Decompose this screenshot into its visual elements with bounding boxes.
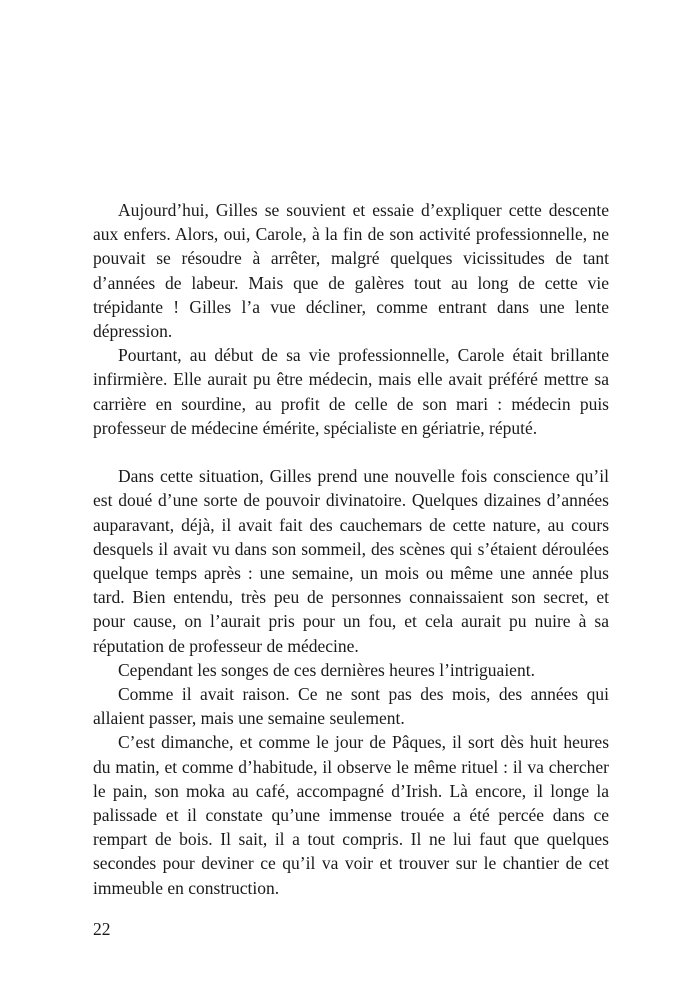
paragraph-3: Dans cette situation, Gilles prend une nouvelle fois conscience qu’il est doué d’une sorte de pouvoir divinatoire. Quelques dizaines d’années auparavant, déjà, il avait fait des cauchemars de cette nature, au cours desquels il avait vu dans son sommeil, des scènes qui s’étaient déroulées quelque temps après : une semaine, un mois ou même une année plus tard. Bien entendu, très peu de personnes connaissaient son secret, et pour cause, on l’aurait pris pour un fou, et cela aurait pu nuire à sa réputation de professeur de médecine. <box>93 466 609 656</box>
page-number: 22 <box>93 919 111 939</box>
paragraph-1: Aujourd’hui, Gilles se souvient et essaie d’expliquer cette descente aux enfers. Alors, oui, Carole, à la fin de son activité professionnelle, ne pouvait se résoudre à arrêter, malgré quelques vicissitudes de tant d’années de labeur. Mais que de galères tout au long de cette vie trépidante ! Gilles l’a vue décliner, comme entrant dans une lente dépression. <box>93 200 609 342</box>
body-text <box>93 198 609 900</box>
paragraph-5: Comme il avait raison. Ce ne sont pas des mois, des années qui allaient passer, mais une semaine seulement. <box>93 684 609 729</box>
paragraph-2: Pourtant, au début de sa vie professionnelle, Carole était brillante infirmière. Elle aurait pu être médecin, mais elle avait préféré mettre sa carrière en sourdine, au profit de celle de son mari : médecin puis professeur de médecine émérite, spécialiste en gériatrie, réputé. <box>93 345 609 438</box>
paragraph-6: C’est dimanche, et comme le jour de Pâques, il sort dès huit heures du matin, et comme d’habitude, il observe le même rituel : il va chercher le pain, son moka au café, accompagné d’Irish. Là encore, il longe la palissade et il constate qu’une immense trouée a été percée dans ce rempart de bois. Il sait, il a tout compris. Il ne lui faut que quelques secondes pour deviner ce qu’il va voir et trouver sur le chantier de cet immeuble en construction. <box>93 732 609 898</box>
paragraph-4: Cependant les songes de ces dernières heures l’intriguaient. <box>118 659 535 680</box>
